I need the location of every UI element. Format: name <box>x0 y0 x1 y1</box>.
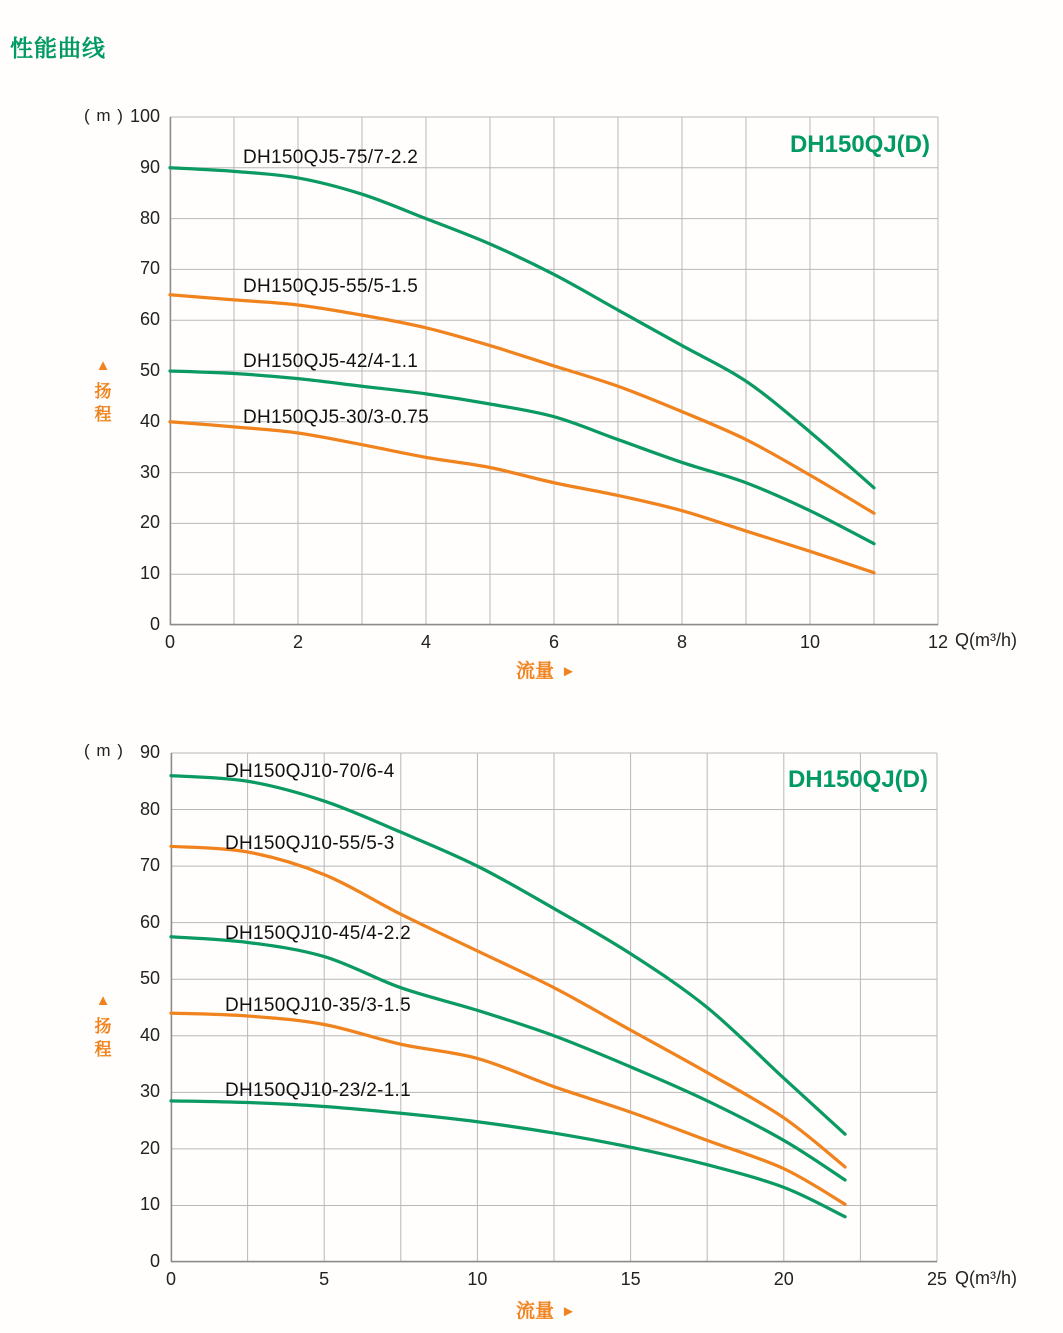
right-arrow-icon: ► <box>561 1303 576 1320</box>
x-axis-name <box>516 1296 576 1323</box>
curve-label: DH150QJ10-35/3-1.5 <box>225 995 412 1016</box>
x-tick-label: 10 <box>467 1269 488 1289</box>
x-tick-label: 8 <box>676 632 687 652</box>
curve-DH150QJ5-55/5-1.5 <box>170 295 874 513</box>
x-axis-name-text: 流量 <box>516 1301 555 1322</box>
y-tick-label: 30 <box>139 461 160 482</box>
y-tick-label: 80 <box>139 207 160 228</box>
chart-title: DH150QJ(D) <box>787 766 928 793</box>
x-axis-unit-label: Q(m³/h) <box>955 1268 1017 1288</box>
x-axis-name-text: 流量 <box>516 661 555 682</box>
right-arrow-icon: ► <box>561 663 576 680</box>
x-axis-unit-label: Q(m³/h) <box>955 630 1017 650</box>
curve-label: DH150QJ5-55/5-1.5 <box>243 276 419 297</box>
curve-DH150QJ5-75/7-2.2 <box>170 168 874 488</box>
x-axis-name <box>516 656 576 683</box>
curve-label: DH150QJ5-42/4-1.1 <box>243 351 419 372</box>
y-tick-label: 90 <box>139 156 160 177</box>
x-tick-label: 20 <box>773 1269 794 1289</box>
x-tick-label: 15 <box>620 1269 641 1289</box>
x-tick-label: 10 <box>799 632 821 652</box>
y-tick-label: 40 <box>139 1024 160 1045</box>
x-tick-label: 4 <box>420 632 431 652</box>
y-tick-label: 80 <box>139 798 160 819</box>
chart-title: DH150QJ(D) <box>789 131 930 158</box>
y-tick-label: 50 <box>139 968 160 989</box>
y-axis-name-text: 扬程 <box>94 1017 112 1059</box>
y-tick-label: 70 <box>139 855 160 876</box>
y-tick-label: 30 <box>139 1081 160 1102</box>
x-tick-label: 25 <box>926 1269 948 1289</box>
y-tick-label: 100 <box>129 106 160 126</box>
y-tick-label: 0 <box>149 614 160 634</box>
x-tick-label: 0 <box>165 1269 176 1289</box>
y-tick-label: 70 <box>139 258 160 279</box>
y-tick-label: 90 <box>139 742 160 762</box>
y-tick-label: 10 <box>139 1194 160 1215</box>
curve-label: DH150QJ10-55/5-3 <box>225 833 395 854</box>
y-axis-unit-label: ( m ) <box>84 741 124 760</box>
x-tick-label: 6 <box>548 632 559 652</box>
curve-label: DH150QJ5-30/3-0.75 <box>243 407 430 428</box>
y-tick-label: 50 <box>139 360 160 380</box>
curve-label: DH150QJ5-75/7-2.2 <box>243 147 419 168</box>
x-tick-label: 5 <box>319 1269 330 1289</box>
x-tick-label: 12 <box>927 632 949 652</box>
curve-DH150QJ5-30/3-0.75 <box>170 422 874 573</box>
y-tick-label: 60 <box>139 309 160 330</box>
x-tick-label: 0 <box>164 632 175 652</box>
curve-DH150QJ10-45/4-2.2 <box>171 937 845 1180</box>
curve-label: DH150QJ10-70/6-4 <box>225 761 395 782</box>
y-tick-label: 60 <box>139 911 160 932</box>
curve-label: DH150QJ10-45/4-2.2 <box>225 923 412 944</box>
y-tick-label: 0 <box>149 1251 160 1271</box>
y-tick-label: 40 <box>139 410 160 431</box>
y-tick-label: 10 <box>139 563 160 584</box>
x-tick-label: 2 <box>292 632 303 652</box>
y-tick-label: 20 <box>139 1137 160 1158</box>
y-axis-name-text: 扬程 <box>94 382 112 424</box>
up-arrow-icon: ▲ <box>95 357 111 374</box>
y-axis-unit-label: ( m ) <box>84 106 124 125</box>
y-tick-label: 20 <box>139 512 160 533</box>
up-arrow-icon: ▲ <box>95 992 111 1009</box>
page-title: 性能曲线 <box>10 35 106 61</box>
curve-label: DH150QJ10-23/2-1.1 <box>225 1080 412 1101</box>
